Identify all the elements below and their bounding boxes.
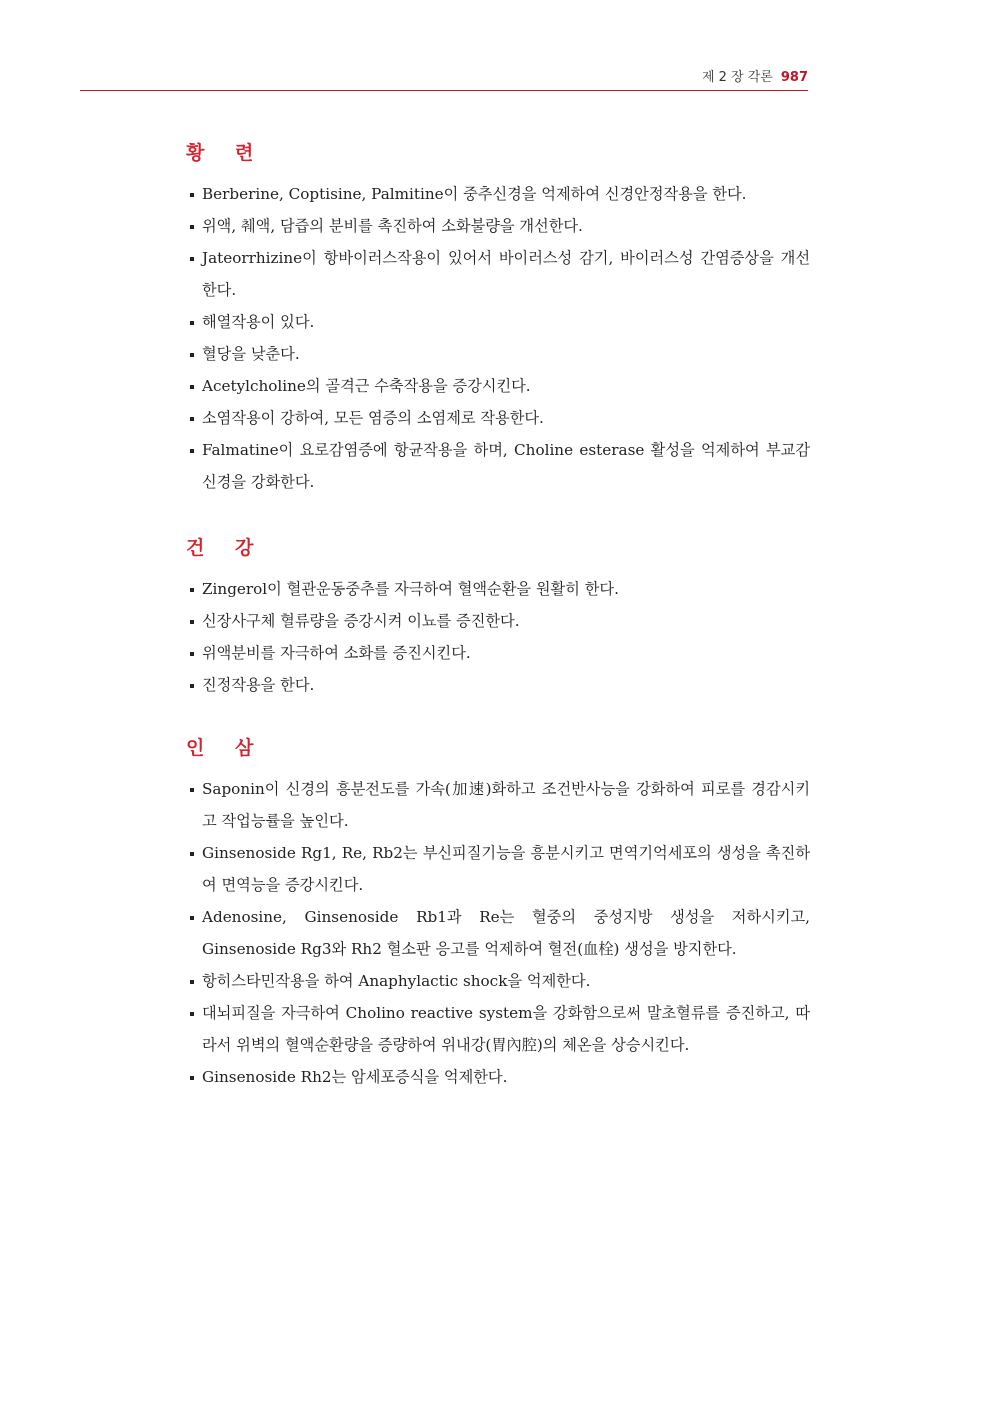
- list-item: Ginsenoside Rh2는 암세포증식을 억제한다.: [186, 1061, 810, 1093]
- list-item: 소염작용이 강하여, 모든 염증의 소염제로 작용한다.: [186, 402, 810, 434]
- list-item: 대뇌피질을 자극하여 Cholino reactive system을 강화함으로써 말초혈류를 증진하고, 따라서 위벽의 혈액순환량을 증량하여 위내강(胃內腔)의 체온을 상승시킨다.: [186, 997, 810, 1061]
- running-head: [702, 66, 808, 85]
- section-title: 건 강: [186, 537, 266, 559]
- list-item: 위액분비를 자극하여 소화를 증진시킨다.: [186, 637, 810, 669]
- section-geongang: [186, 533, 810, 701]
- list-item: Jateorrhizine이 항바이러스작용이 있어서 바이러스성 감기, 바이러스성 간염증상을 개선한다.: [186, 242, 810, 306]
- list-item: Adenosine, Ginsenoside Rb1과 Re는 혈중의 중성지방 생성을 저하시키고, Ginsenoside Rg3와 Rh2 혈소판 응고를 억제하여 혈전(血栓) 생성을 방지한다.: [186, 901, 810, 965]
- list-item: 위액, 췌액, 담즙의 분비를 촉진하여 소화불량을 개선한다.: [186, 210, 810, 242]
- page-number: 987: [780, 70, 808, 85]
- list-item: 신장사구체 혈류량을 증강시켜 이뇨를 증진한다.: [186, 605, 810, 637]
- list-item: Saponin이 신경의 흥분전도를 가속(加速)화하고 조건반사능을 강화하여 피로를 경감시키고 작업능률을 높인다.: [186, 773, 810, 837]
- page-header: [80, 66, 808, 91]
- bullet-list: [186, 178, 810, 498]
- list-item: 진정작용을 한다.: [186, 669, 810, 701]
- section-title: 황 련: [186, 142, 266, 164]
- bullet-list: [186, 573, 810, 701]
- section-hwangryeon: [186, 138, 810, 498]
- list-item: Falmatine이 요로감염증에 항균작용을 하며, Choline esterase 활성을 억제하여 부교감신경을 강화한다.: [186, 434, 810, 498]
- section-insam: [186, 733, 810, 1093]
- list-item: Ginsenoside Rg1, Re, Rb2는 부신피질기능을 흥분시키고 면역기억세포의 생성을 촉진하여 면역능을 증강시킨다.: [186, 837, 810, 901]
- list-item: Acetylcholine의 골격근 수축작용을 증강시킨다.: [186, 370, 810, 402]
- list-item: 항히스타민작용을 하여 Anaphylactic shock을 억제한다.: [186, 965, 810, 997]
- list-item: 혈당을 낮춘다.: [186, 338, 810, 370]
- list-item: Berberine, Coptisine, Palmitine이 중추신경을 억제하여 신경안정작용을 한다.: [186, 178, 810, 210]
- bullet-list: [186, 773, 810, 1093]
- chapter-title: 제 2 장 각론: [701, 70, 773, 85]
- section-title: 인 삼: [186, 737, 266, 759]
- list-item: Zingerol이 혈관운동중추를 자극하여 혈액순환을 원활히 한다.: [186, 573, 810, 605]
- list-item: 해열작용이 있다.: [186, 306, 810, 338]
